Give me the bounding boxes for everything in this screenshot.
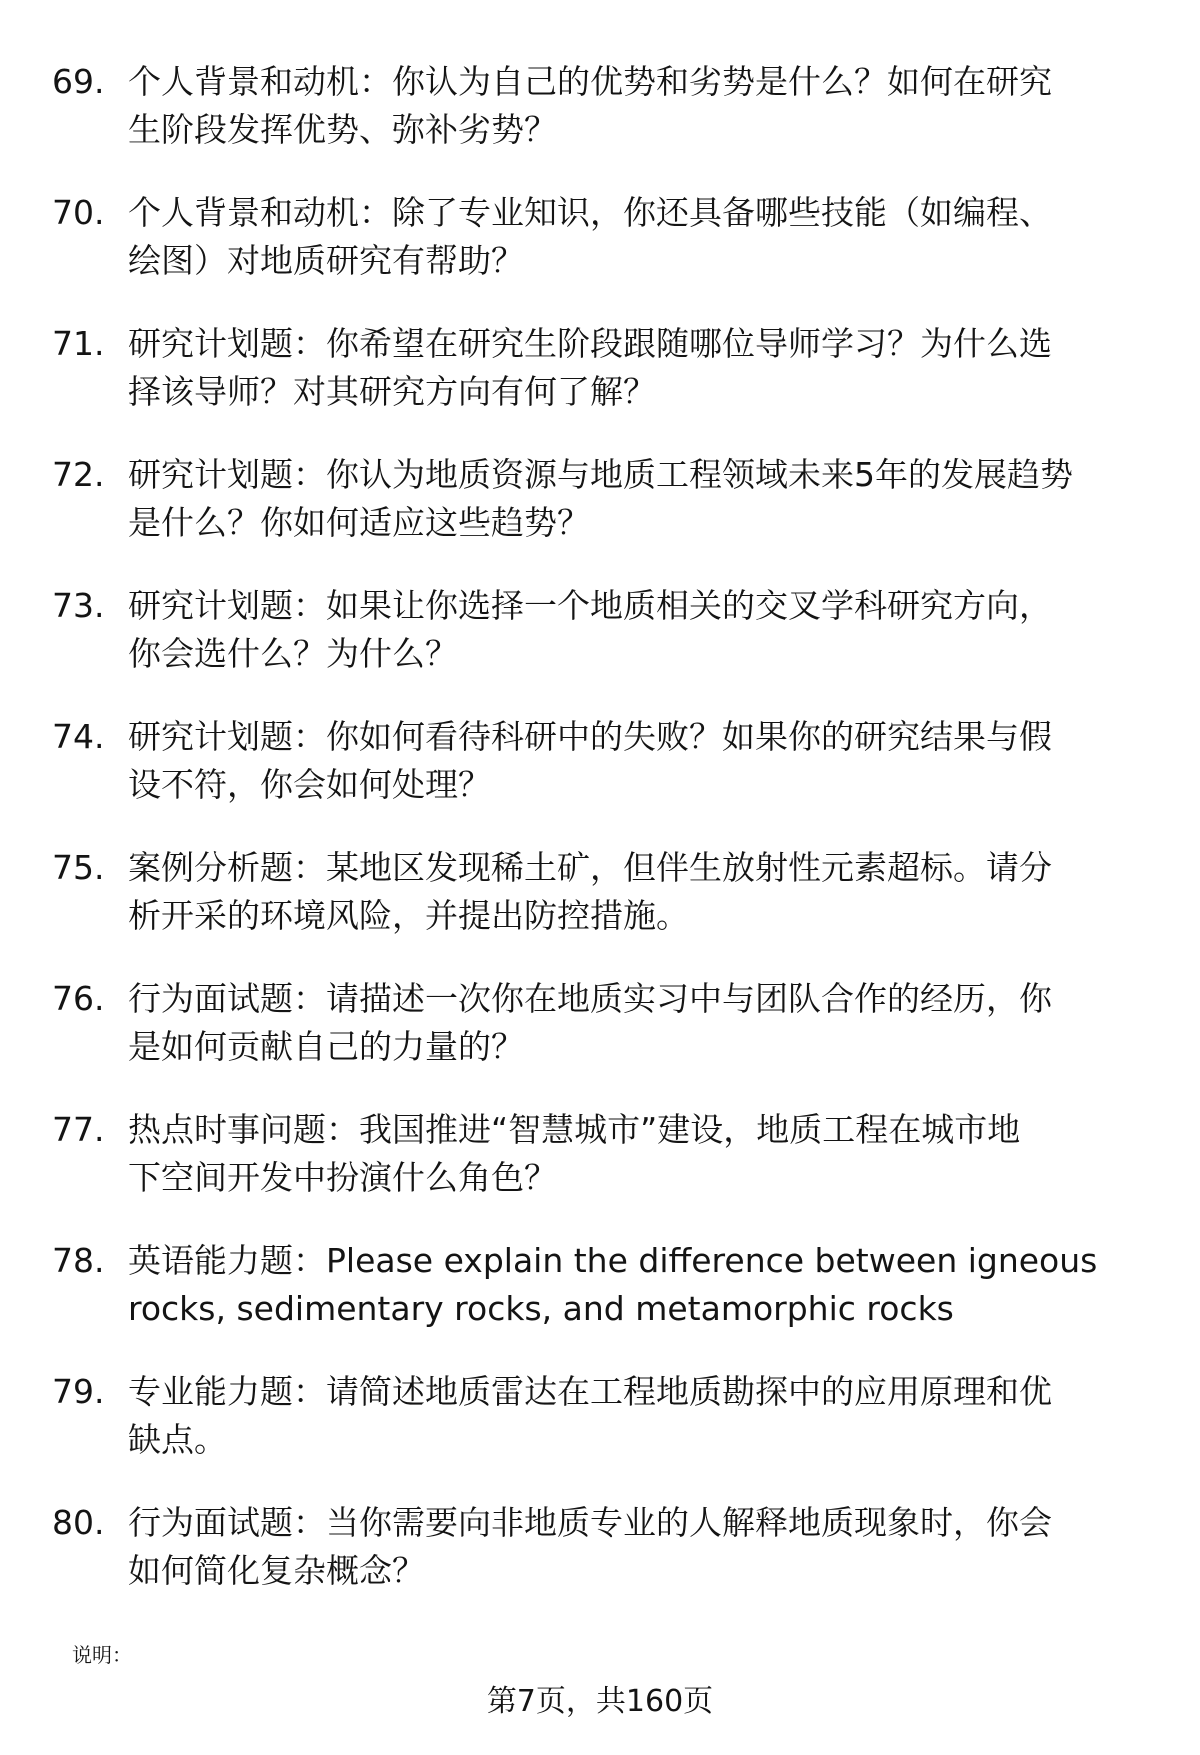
question-item bbox=[52, 320, 1152, 451]
question-text bbox=[128, 58, 1128, 154]
question-item bbox=[52, 713, 1152, 844]
question-text-line: 是如何贡献自己的力量的？ bbox=[128, 1027, 524, 1066]
question-number: 79. bbox=[52, 1372, 105, 1411]
question-text-line: 专业能力题：请简述地质雷达在工程地质勘探中的应用原理和优 bbox=[128, 1372, 1052, 1411]
page-indicator: 第7页，共160页 bbox=[486, 1684, 714, 1719]
question-item bbox=[52, 1499, 1152, 1630]
question-text bbox=[128, 451, 1128, 547]
question-number: 76. bbox=[52, 979, 105, 1018]
question-item bbox=[52, 1368, 1152, 1499]
question-number: 78. bbox=[52, 1241, 105, 1280]
question-text bbox=[128, 975, 1128, 1071]
question-text bbox=[128, 1106, 1128, 1202]
question-text bbox=[128, 320, 1128, 416]
question-text-line: 缺点。 bbox=[128, 1420, 227, 1459]
question-text-line: 案例分析题：某地区发现稀土矿，但伴生放射性元素超标。请分 bbox=[128, 848, 1052, 887]
question-item bbox=[52, 582, 1152, 713]
question-text-line: rocks, sedimentary rocks, and metamorphic rocks bbox=[128, 1289, 954, 1328]
question-text-line: 下空间开发中扮演什么角色？ bbox=[128, 1158, 557, 1197]
question-text-line: 行为面试题：当你需要向非地质专业的人解释地质现象时，你会 bbox=[128, 1503, 1052, 1542]
note-label: 说明： bbox=[72, 1643, 132, 1667]
question-text-line: 析开采的环境风险，并提出防控措施。 bbox=[128, 896, 689, 935]
question-item bbox=[52, 1106, 1152, 1237]
question-text-line: 绘图）对地质研究有帮助？ bbox=[128, 241, 524, 280]
question-item bbox=[52, 58, 1152, 189]
question-text-line: 是什么？你如何适应这些趋势？ bbox=[128, 503, 590, 542]
question-text bbox=[128, 1368, 1128, 1464]
question-text-line: 研究计划题：你希望在研究生阶段跟随哪位导师学习？为什么选 bbox=[128, 324, 1052, 363]
question-number: 72. bbox=[52, 455, 105, 494]
question-text-line: 热点时事问题：我国推进“智慧城市”建设，地质工程在城市地 bbox=[128, 1110, 1021, 1149]
question-text bbox=[128, 713, 1128, 809]
question-text-line: 生阶段发挥优势、弥补劣势？ bbox=[128, 110, 557, 149]
question-number: 80. bbox=[52, 1503, 105, 1542]
question-number: 73. bbox=[52, 586, 105, 625]
question-text bbox=[128, 1237, 1128, 1333]
question-text-line: 行为面试题：请描述一次你在地质实习中与团队合作的经历，你 bbox=[128, 979, 1052, 1018]
question-item bbox=[52, 844, 1152, 975]
question-text-line: 设不符，你会如何处理？ bbox=[128, 765, 491, 804]
question-text-line: 研究计划题：如果让你选择一个地质相关的交叉学科研究方向， bbox=[128, 586, 1052, 625]
question-text bbox=[128, 1499, 1128, 1595]
question-number: 74. bbox=[52, 717, 105, 756]
question-text-line: 个人背景和动机：除了专业知识，你还具备哪些技能（如编程、 bbox=[128, 193, 1052, 232]
question-text-line: 个人背景和动机：你认为自己的优势和劣势是什么？如何在研究 bbox=[128, 62, 1052, 101]
question-number: 70. bbox=[52, 193, 105, 232]
question-text-line: 择该导师？对其研究方向有何了解？ bbox=[128, 372, 656, 411]
question-text-line: 研究计划题：你认为地质资源与地质工程领域未来5年的发展趋势 bbox=[128, 455, 1073, 494]
question-number: 75. bbox=[52, 848, 105, 887]
question-text bbox=[128, 189, 1128, 285]
question-text bbox=[128, 844, 1128, 940]
question-text bbox=[128, 582, 1128, 678]
question-number: 71. bbox=[52, 324, 105, 363]
question-item bbox=[52, 451, 1152, 582]
question-text-line: 研究计划题：你如何看待科研中的失败？如果你的研究结果与假 bbox=[128, 717, 1052, 756]
question-text-line: 你会选什么？为什么？ bbox=[128, 634, 458, 673]
question-item bbox=[52, 189, 1152, 320]
question-item bbox=[52, 1237, 1152, 1368]
question-number: 77. bbox=[52, 1110, 105, 1149]
question-text-line: 英语能力题：Please explain the difference between igneous bbox=[128, 1241, 1098, 1280]
question-number: 69. bbox=[52, 62, 105, 101]
question-list bbox=[52, 58, 1152, 1630]
question-item bbox=[52, 975, 1152, 1106]
question-text-line: 如何简化复杂概念？ bbox=[128, 1551, 425, 1590]
